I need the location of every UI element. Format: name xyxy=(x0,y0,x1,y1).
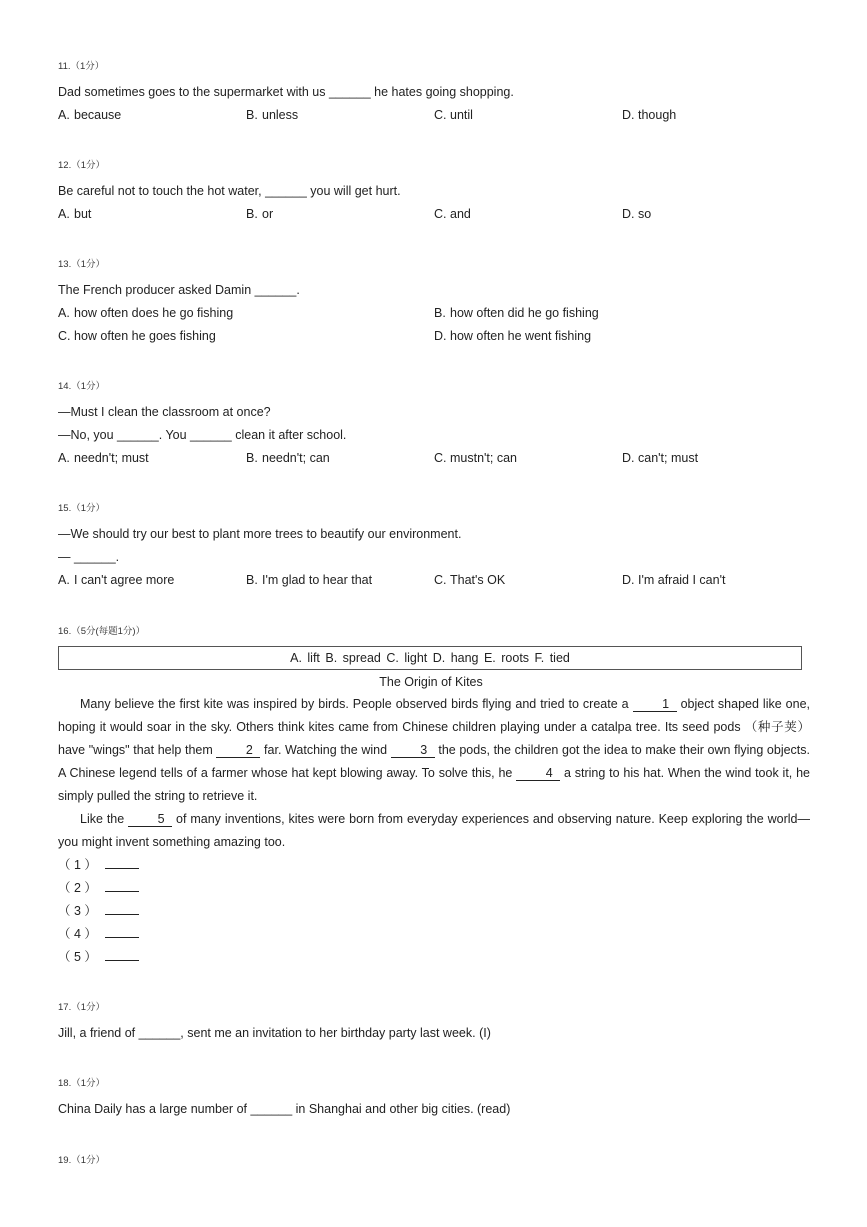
q14-option-b[interactable]: B. needn't; can xyxy=(246,451,330,465)
q12-option-b[interactable]: B. or xyxy=(246,207,274,221)
word-bank-text: A. lift B. spread C. light D. hang E. roots F. tied xyxy=(290,651,570,665)
q12-option-c[interactable]: C. and xyxy=(434,207,471,221)
q11-option-d[interactable]: D. though xyxy=(622,108,677,122)
answer-lines xyxy=(58,857,139,972)
question-18-number: 18.（1分） xyxy=(58,1078,105,1089)
question-12-number: 12.（1分） xyxy=(58,160,105,171)
answer-blank[interactable] xyxy=(105,926,139,938)
answer-blank[interactable] xyxy=(105,903,139,915)
q11-option-a[interactable]: A. because xyxy=(58,108,122,122)
passage-paragraph-2: Like the 5 of many inventions, kites were born from everyday experiences and observing nature. Keep exploring the world—you might invent something amazing too. xyxy=(58,812,810,849)
q15-option-c[interactable]: C. That's OK xyxy=(434,573,506,587)
passage-blank-3: 3 xyxy=(391,743,435,758)
q15-option-b[interactable]: B. I'm glad to hear that xyxy=(246,573,373,587)
q13-option-c[interactable]: C. how often he goes fishing xyxy=(58,329,216,343)
q11-option-c[interactable]: C. until xyxy=(434,108,473,122)
question-16-number: 16.（5分(每题1分)） xyxy=(58,626,146,637)
q14-option-c[interactable]: C. mustn't; can xyxy=(434,451,517,465)
answer-blank[interactable] xyxy=(105,857,139,869)
answer-row-3[interactable]: （ 3 ） xyxy=(58,903,139,926)
question-19-number: 19.（1分） xyxy=(58,1155,105,1166)
question-17-stem: Jill, a friend of ______, sent me an invitation to her birthday party last week. (I) xyxy=(58,1026,491,1040)
question-14-stem-line-2: —No, you ______. You ______ clean it after school. xyxy=(58,428,347,442)
answer-row-2[interactable]: （ 2 ） xyxy=(58,880,139,903)
question-15-number: 15.（1分） xyxy=(58,503,105,514)
question-12-stem: Be careful not to touch the hot water, ______ you will get hurt. xyxy=(58,184,401,198)
answer-row-5[interactable]: （ 5 ） xyxy=(58,949,139,972)
passage-blank-5: 5 xyxy=(128,812,172,827)
q13-option-a[interactable]: A. how often does he go fishing xyxy=(58,306,234,320)
question-14-stem-line-1: —Must I clean the classroom at once? xyxy=(58,405,271,419)
question-11-stem: Dad sometimes goes to the supermarket with us ______ he hates going shopping. xyxy=(58,85,514,99)
passage-title: The Origin of Kites xyxy=(379,675,483,689)
question-17-number: 17.（1分） xyxy=(58,1002,105,1013)
q12-option-a[interactable]: A. but xyxy=(58,207,92,221)
answer-row-1[interactable]: （ 1 ） xyxy=(58,857,139,880)
q14-option-d[interactable]: D. can't; must xyxy=(622,451,699,465)
question-18-stem: China Daily has a large number of ______ in Shanghai and other big cities. (read) xyxy=(58,1102,511,1116)
passage-paragraph-1: Many believe the first kite was inspired by birds. People observed birds flying and tried to create a 1 object shaped like one, hoping it would soar in the sky. Others think kites came from Chinese children playing under a catalpa tree. Its seed pods （种子荚） have "wings" that help them 2 far. Watching the wind 3 the pods, the children got the idea to make their own flying objects. A Chinese legend tells of a farmer whose hat kept blowing away. To solve this, he 4 a string to his hat. When the wind took it, he simply pulled the string to retrieve it. xyxy=(58,697,810,803)
q13-option-d[interactable]: D. how often he went fishing xyxy=(434,329,592,343)
passage-blank-1: 1 xyxy=(633,697,677,712)
q15-option-d[interactable]: D. I'm afraid I can't xyxy=(622,573,726,587)
answer-row-4[interactable]: （ 4 ） xyxy=(58,926,139,949)
question-13-stem: The French producer asked Damin ______. xyxy=(58,283,300,297)
q13-option-b[interactable]: B. how often did he go fishing xyxy=(434,306,599,320)
q14-option-a[interactable]: A. needn't; must xyxy=(58,451,149,465)
q11-option-b[interactable]: B. unless xyxy=(246,108,299,122)
answer-blank[interactable] xyxy=(105,949,139,961)
passage-body xyxy=(58,693,810,854)
passage-blank-2: 2 xyxy=(216,743,260,758)
question-11-number: 11.（1分） xyxy=(58,61,105,72)
question-15-stem-line-2: — ______. xyxy=(58,550,120,564)
question-15-stem-line-1: —We should try our best to plant more trees to beautify our environment. xyxy=(58,527,462,541)
q15-option-a[interactable]: A. I can't agree more xyxy=(58,573,175,587)
q12-option-d[interactable]: D. so xyxy=(622,207,652,221)
passage-blank-4: 4 xyxy=(516,766,560,781)
word-bank-box xyxy=(58,646,802,670)
question-14-number: 14.（1分） xyxy=(58,381,105,392)
answer-blank[interactable] xyxy=(105,880,139,892)
question-13-number: 13.（1分） xyxy=(58,259,105,270)
